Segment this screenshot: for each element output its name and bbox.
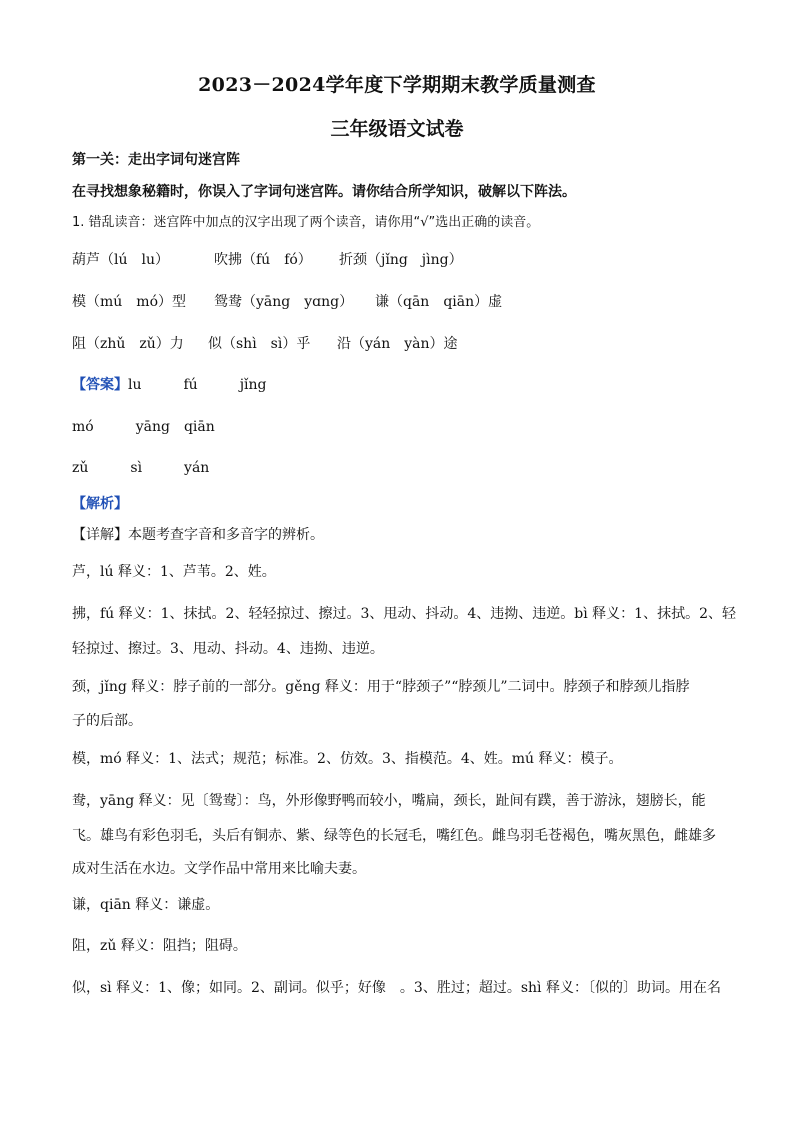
pinyin-row-3 xyxy=(72,334,732,354)
analysis-line: 拂，fú 释义：1、抹拭。2、轻轻掠过、擦过。3、甩动、抖动。4、违拗、违逆。bì 释义：1、抹拭。2、轻 xyxy=(72,606,736,622)
answer-label: 【答案】 xyxy=(72,377,128,393)
pinyin-row-1 xyxy=(72,250,732,270)
exam-subtitle: 三年级语文试卷 xyxy=(330,118,464,140)
pinyin-item: 沿（yán yàn）途 xyxy=(337,336,458,352)
pinyin-item: 葫芦（lú lu） xyxy=(72,252,169,268)
analysis-label: 【解析】 xyxy=(72,496,128,512)
analysis-line: 阻，zǔ 释义：阻挡；阻碍。 xyxy=(72,938,247,954)
answer-text: lu fú jǐng xyxy=(128,377,267,393)
answer-line-1 xyxy=(72,375,732,395)
analysis-line: 飞。雄鸟有彩色羽毛，头后有铜赤、紫、绿等色的长冠毛，嘴红色。雌鸟羽毛苍褐色，嘴灰黑色，雌雄多 xyxy=(72,828,716,844)
analysis-line: 子的后部。 xyxy=(72,713,142,729)
pinyin-item: 阻（zhǔ zǔ）力 xyxy=(72,336,184,352)
analysis-line: 成对生活在水边。文学作品中常用来比喻夫妻。 xyxy=(72,861,366,877)
section-intro: 在寻找想象秘籍时，你误入了字词句迷宫阵。请你结合所学知识，破解以下阵法。 xyxy=(72,184,576,200)
answer-line-3: zǔ sì yán xyxy=(72,460,210,476)
pinyin-item: 折颈（jǐng jìng） xyxy=(339,252,463,268)
exam-title: 2023－2024学年度下学期期末教学质量测查 xyxy=(198,74,596,96)
question-1-prompt: 1. 错乱读音：迷宫阵中加点的汉字出现了两个读音，请你用“√”选出正确的读音。 xyxy=(72,215,540,230)
analysis-line: 谦，qiān 释义：谦虚。 xyxy=(72,897,220,913)
analysis-line: 似，sì 释义：1、像；如同。2、副词。似乎；好像 。3、胜过；超过。shì 释义：〔似的〕助词。用在名 xyxy=(72,980,721,996)
pinyin-item: 似（shì sì）乎 xyxy=(208,336,311,352)
analysis-line: 颈，jǐng 释义：脖子前的一部分。gěng 释义：用于“脖颈子”“脖颈儿”二词中。脖颈子和脖颈儿指脖 xyxy=(72,679,690,695)
pinyin-item: 谦（qān qiān）虚 xyxy=(375,294,503,310)
analysis-line: 轻掠过、擦过。3、甩动、抖动。4、违拗、违逆。 xyxy=(72,641,384,657)
analysis-detail: 【详解】本题考查字音和多音字的辨析。 xyxy=(72,527,324,543)
analysis-line: 模，mó 释义：1、法式；规范；标准。2、仿效。3、指模范。4、姓。mú 释义：模子。 xyxy=(72,751,623,767)
analysis-line: 芦，lú 释义：1、芦苇。2、姓。 xyxy=(72,564,276,580)
pinyin-row-2 xyxy=(72,292,732,312)
pinyin-item: 模（mú mó）型 xyxy=(72,294,186,310)
answer-line-2: mó yāng qiān xyxy=(72,419,215,435)
section-heading: 第一关：走出字词句迷宫阵 xyxy=(72,152,240,168)
pinyin-item: 吹拂（fú fó） xyxy=(214,252,312,268)
pinyin-item: 鸳鸯（yāng yɑng） xyxy=(214,294,354,310)
analysis-line: 鸯，yāng 释义：见〔鸳鸯〕：鸟，外形像野鸭而较小，嘴扁，颈长，趾间有蹼，善于游泳，翅膀长，能 xyxy=(72,793,706,809)
